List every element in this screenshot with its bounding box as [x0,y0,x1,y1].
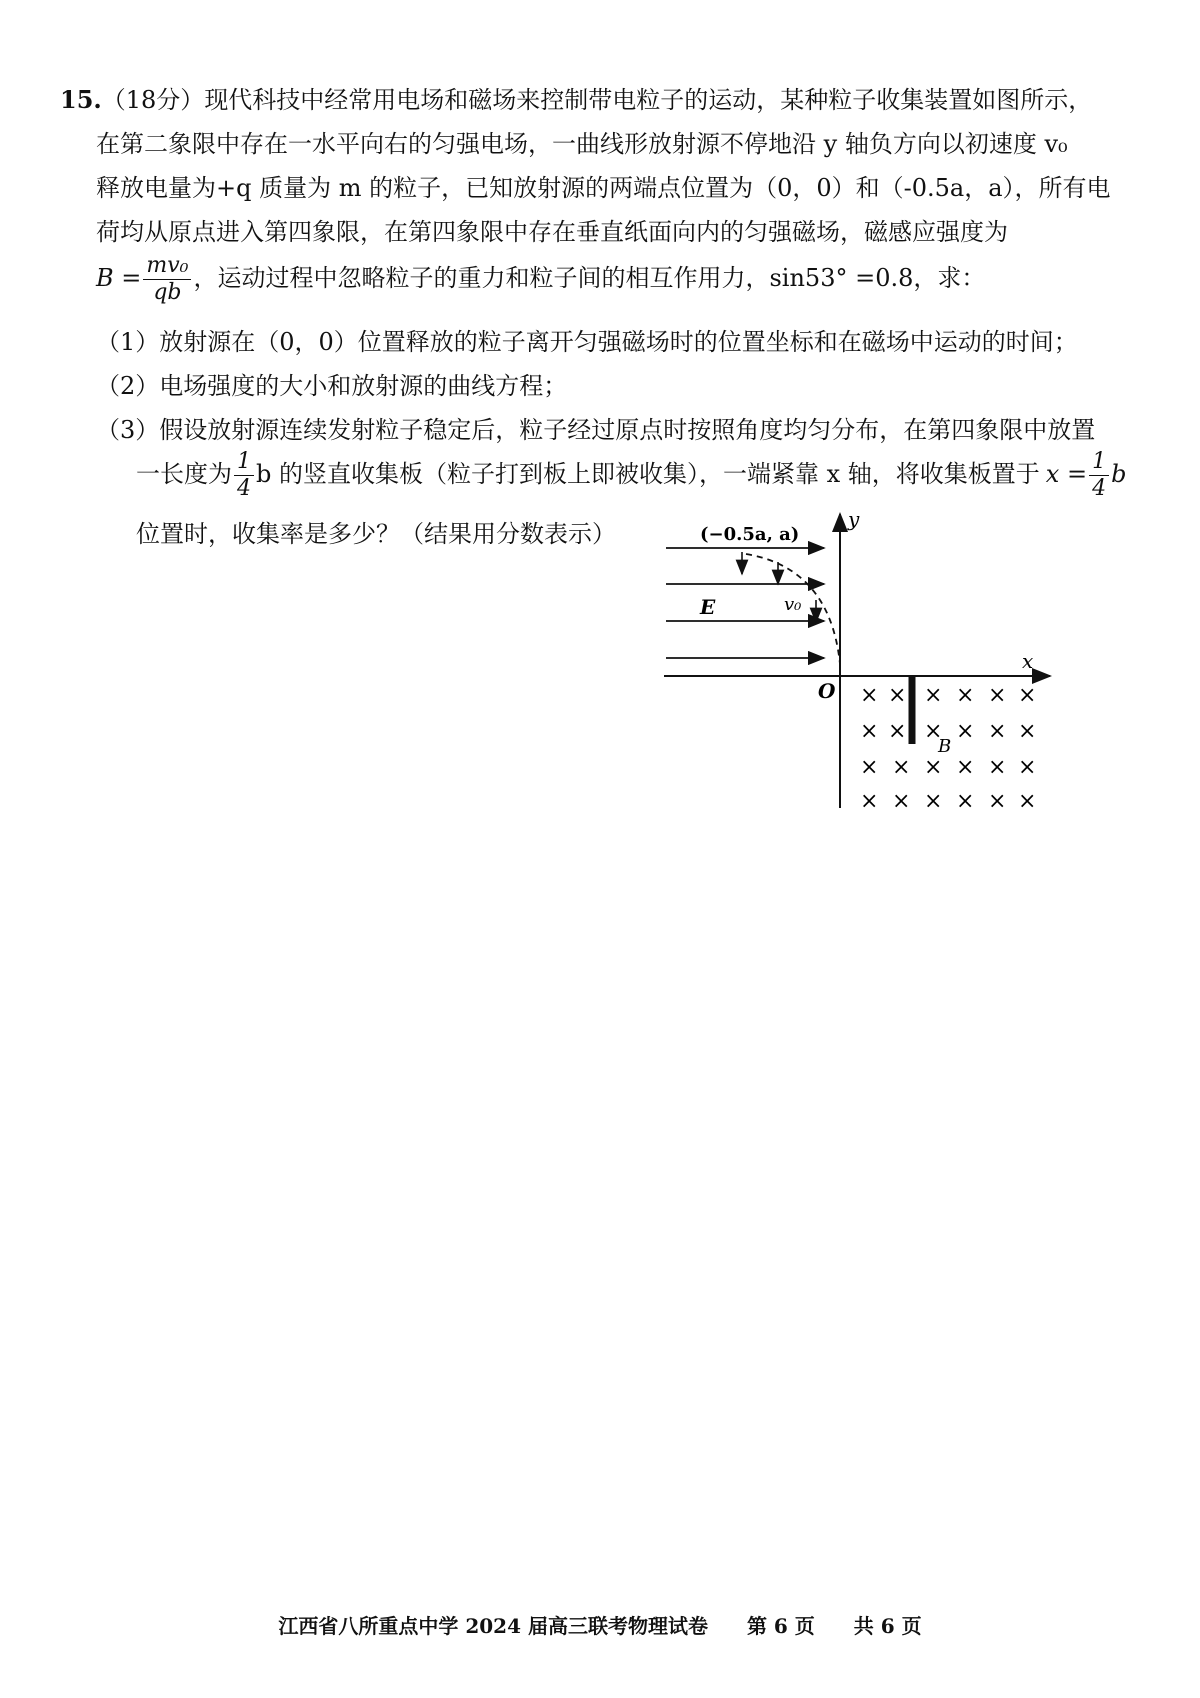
field-cross: × [956,789,975,814]
question-score: （18分） [101,86,205,114]
field-cross: × [924,719,943,744]
y-axis-label: y [848,508,860,531]
field-cross: × [860,789,879,814]
physics-diagram [660,508,1060,818]
question-line-1 [60,84,1092,116]
field-cross: × [1018,683,1037,708]
sub-question-3-line-1: （3）假设放射源连续发射粒子稳定后，粒子经过原点时按照角度均匀分布，在第四象限中放置 [96,416,1096,444]
field-cross: × [860,719,879,744]
field-cross: × [1018,719,1037,744]
stem-line-1: 现代科技中经常用电场和磁场来控制带电粒子的运动，某种粒子收集装置如图所示， [204,86,1093,114]
formula-b-lhs: B = [96,264,142,292]
question-number: 15. [60,85,102,114]
formula-b-denominator: qb [153,280,182,305]
magnetic-field-label: B [938,736,952,757]
sub-question-3-line-3: 位置时，收集率是多少？（结果用分数表示） [136,520,616,548]
stem-line-3: 释放电量为+q 质量为 m 的粒子，已知放射源的两端点位置为（0，0）和（-0.5a，a），所有电 [96,174,1111,202]
sub-question-2: （2）电场强度的大小和放射源的曲线方程； [96,372,568,400]
field-cross: × [988,755,1007,780]
field-cross: × [888,719,907,744]
sub3-x-frac-num: 1 [1089,449,1109,476]
field-cross: × [860,755,879,780]
formula-line [96,252,985,306]
field-cross: × [892,755,911,780]
field-cross: × [956,683,975,708]
field-cross: × [988,789,1007,814]
field-cross: × [924,789,943,814]
velocity-label: v₀ [784,594,802,615]
sub3-text-c: b [1111,460,1127,488]
field-cross: × [888,683,907,708]
field-label: E [700,595,716,619]
formula-b-fraction [143,253,191,306]
field-cross: × [956,755,975,780]
stem-line-4: 荷均从原点进入第四象限，在第四象限中存在垂直纸面向内的匀强磁场，磁感应强度为 [96,218,1008,246]
x-axis-label: x [1022,649,1034,673]
source-endpoint-label: (−0.5a, a) [700,524,800,545]
field-cross: × [892,789,911,814]
field-cross: × [924,683,943,708]
sub3-text-b: b 的竖直收集板（粒子打到板上即被收集），一端紧靠 x 轴，将收集板置于 [256,460,1040,488]
field-cross: × [860,683,879,708]
field-cross: × [1018,789,1037,814]
sub3-x-frac-den: 4 [1092,476,1107,501]
formula-tail: ，运动过程中忽略粒子的重力和粒子间的相互作用力，sin53° =0.8，求： [193,264,986,292]
field-cross: × [988,719,1007,744]
origin-label: O [818,679,836,703]
sub-question-3-line-2 [136,448,1126,502]
sub-question-1: （1）放射源在（0，0）位置释放的粒子离开匀强磁场时的位置坐标和在磁场中运动的时间； [96,328,1078,356]
sub3-text-a: 一长度为 [136,460,232,488]
field-cross: × [956,719,975,744]
page-footer [0,1610,1200,1639]
sub3-frac-num: 1 [234,449,254,476]
sub3-x-eq: x = [1045,460,1088,488]
field-cross: × [1018,755,1037,780]
field-cross: × [988,683,1007,708]
stem-line-2: 在第二象限中存在一水平向右的匀强电场，一曲线形放射源不停地沿 y 轴负方向以初速度 v₀ [96,130,1068,158]
sub3-length-fraction [234,449,254,502]
formula-b-numerator: mv₀ [143,253,191,280]
footer-title: 江西省八所重点中学 2024 届高三联考物理试卷 [278,1614,708,1638]
sub3-frac-den: 4 [237,476,251,501]
sub3-x-fraction [1089,449,1109,502]
footer-total: 共 6 页 [853,1614,922,1638]
field-cross: × [924,755,943,780]
footer-page: 第 6 页 [746,1614,815,1638]
